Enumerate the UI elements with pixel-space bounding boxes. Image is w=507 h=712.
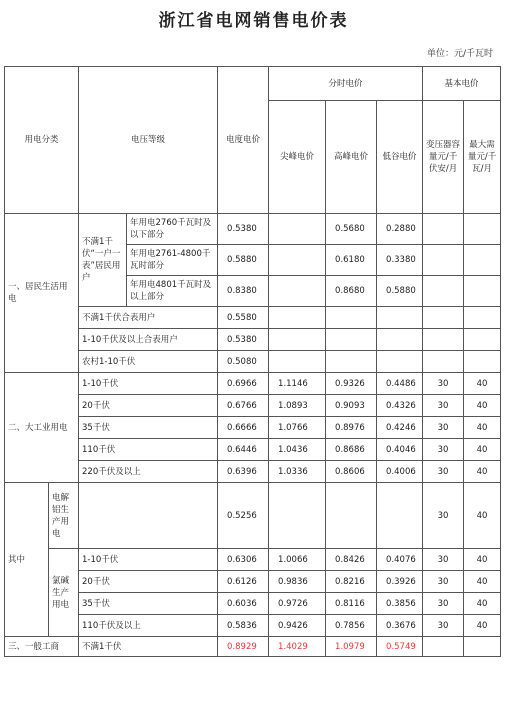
header-basic-group: 基本电价 — [423, 67, 501, 101]
sharp-price-cell: 0.9726 — [269, 593, 326, 615]
demand-cell: 40 — [464, 571, 501, 593]
valley-price-cell: 0.3380 — [377, 245, 423, 276]
peak-price-cell: 0.8426 — [326, 549, 377, 571]
sharp-price-cell — [269, 276, 326, 307]
valley-price-cell: 0.4076 — [377, 549, 423, 571]
valley-price-cell: 0.3676 — [377, 615, 423, 637]
valley-price-cell: 0.5880 — [377, 276, 423, 307]
capacity-cell: 30 — [423, 373, 464, 395]
header-max-demand: 最大需量元/千瓦/月 — [464, 101, 501, 214]
peak-price-cell: 0.8116 — [326, 593, 377, 615]
category-commercial: 三、一般工商 — [5, 637, 79, 657]
table-row — [5, 637, 501, 657]
voltage-cell: 110千伏及以上 — [79, 615, 218, 637]
sharp-price-cell: 1.1146 — [269, 373, 326, 395]
demand-cell — [464, 307, 501, 329]
sharp-price-cell — [269, 351, 326, 373]
voltage-cell — [79, 483, 218, 549]
voltage-cell: 20千伏 — [79, 571, 218, 593]
demand-cell — [464, 214, 501, 245]
table-row — [5, 351, 501, 373]
voltage-cell: 20千伏 — [79, 395, 218, 417]
energy-price-cell: 0.8380 — [218, 276, 269, 307]
capacity-cell — [423, 307, 464, 329]
valley-price-cell — [377, 307, 423, 329]
valley-price-cell: 0.4006 — [377, 461, 423, 483]
valley-price-cell: 0.3926 — [377, 571, 423, 593]
energy-price-cell: 0.6666 — [218, 417, 269, 439]
peak-price-cell: 0.8216 — [326, 571, 377, 593]
table-row — [5, 329, 501, 351]
table-row — [5, 214, 501, 245]
header-category: 用电分类 — [5, 67, 79, 214]
voltage-cell: 年用电2761-4800千瓦时部分 — [127, 245, 218, 276]
header-transformer-capacity: 变压器容量元/千伏安/月 — [423, 101, 464, 214]
capacity-cell: 30 — [423, 439, 464, 461]
table-row — [5, 307, 501, 329]
energy-price-cell: 0.6126 — [218, 571, 269, 593]
demand-cell: 40 — [464, 461, 501, 483]
table-row — [5, 395, 501, 417]
demand-cell — [464, 276, 501, 307]
table-row — [5, 483, 501, 549]
demand-cell — [464, 245, 501, 276]
voltage-cell: 年用电4801千瓦时及以上部分 — [127, 276, 218, 307]
sharp-price-cell — [269, 214, 326, 245]
page-title: 浙江省电网销售电价表 — [158, 11, 349, 31]
header-sharp-peak: 尖峰电价 — [269, 101, 326, 214]
voltage-cell: 35千伏 — [79, 593, 218, 615]
unit-label: 单位：元/千瓦时 — [426, 49, 493, 59]
capacity-cell — [423, 351, 464, 373]
chlor-alkali-label: 氯碱生产用电 — [49, 549, 79, 637]
peak-price-cell: 0.9093 — [326, 395, 377, 417]
voltage-cell: 220千伏及以上 — [79, 461, 218, 483]
peak-price-cell: 0.8606 — [326, 461, 377, 483]
capacity-cell: 30 — [423, 593, 464, 615]
sharp-price-cell: 1.0336 — [269, 461, 326, 483]
table-row — [5, 461, 501, 483]
demand-cell: 40 — [464, 417, 501, 439]
header-voltage: 电压等级 — [79, 67, 218, 214]
peak-price-cell: 0.7856 — [326, 615, 377, 637]
peak-price-cell: 0.9326 — [326, 373, 377, 395]
energy-price-cell: 0.5880 — [218, 245, 269, 276]
table-row — [5, 549, 501, 571]
valley-price-cell: 0.4246 — [377, 417, 423, 439]
capacity-cell — [423, 637, 464, 657]
table-row — [5, 615, 501, 637]
capacity-cell: 30 — [423, 549, 464, 571]
valley-price-cell — [377, 483, 423, 549]
sharp-price-cell: 1.0893 — [269, 395, 326, 417]
category-residential: 一、居民生活用电 — [5, 214, 79, 373]
peak-price-cell — [326, 307, 377, 329]
peak-price-cell: 0.8686 — [326, 439, 377, 461]
energy-price-cell: 0.6966 — [218, 373, 269, 395]
sharp-price-cell: 1.4029 — [269, 637, 326, 657]
demand-cell — [464, 329, 501, 351]
capacity-cell — [423, 214, 464, 245]
capacity-cell — [423, 329, 464, 351]
energy-price-cell: 0.6396 — [218, 461, 269, 483]
voltage-cell: 农村1-10千伏 — [79, 351, 218, 373]
energy-price-cell: 0.8929 — [218, 637, 269, 657]
peak-price-cell: 1.0979 — [326, 637, 377, 657]
voltage-cell: 不满1千伏 — [79, 637, 218, 657]
valley-price-cell: 0.5749 — [377, 637, 423, 657]
table-row — [5, 571, 501, 593]
capacity-cell: 30 — [423, 571, 464, 593]
energy-price-cell: 0.5380 — [218, 214, 269, 245]
sharp-price-cell: 1.0066 — [269, 549, 326, 571]
sharp-price-cell — [269, 245, 326, 276]
demand-cell: 40 — [464, 373, 501, 395]
voltage-cell: 不满1千伏合表用户 — [79, 307, 218, 329]
sharp-price-cell: 1.0436 — [269, 439, 326, 461]
table-row — [5, 593, 501, 615]
energy-price-cell: 0.6036 — [218, 593, 269, 615]
peak-price-cell — [326, 329, 377, 351]
demand-cell — [464, 637, 501, 657]
voltage-cell: 1-10千伏 — [79, 373, 218, 395]
residential-subgroup: 不满1千伏“一户一表”居民用户 — [79, 214, 127, 307]
peak-price-cell: 0.6180 — [326, 245, 377, 276]
demand-cell: 40 — [464, 439, 501, 461]
energy-price-cell: 0.5380 — [218, 329, 269, 351]
valley-price-cell: 0.4486 — [377, 373, 423, 395]
demand-cell: 40 — [464, 549, 501, 571]
energy-price-cell: 0.6446 — [218, 439, 269, 461]
header-energy-price: 电度电价 — [218, 67, 269, 214]
energy-price-cell: 0.5836 — [218, 615, 269, 637]
header-peak: 高峰电价 — [326, 101, 377, 214]
header-tou-group: 分时电价 — [269, 67, 423, 101]
voltage-cell: 年用电2760千瓦时及以下部分 — [127, 214, 218, 245]
capacity-cell: 30 — [423, 395, 464, 417]
capacity-cell: 30 — [423, 417, 464, 439]
category-special: 其中 — [5, 483, 49, 637]
valley-price-cell: 0.4046 — [377, 439, 423, 461]
sharp-price-cell — [269, 307, 326, 329]
demand-cell: 40 — [464, 395, 501, 417]
peak-price-cell: 0.8680 — [326, 276, 377, 307]
demand-cell — [464, 351, 501, 373]
demand-cell: 40 — [464, 615, 501, 637]
capacity-cell: 30 — [423, 615, 464, 637]
peak-price-cell: 0.8976 — [326, 417, 377, 439]
valley-price-cell: 0.4326 — [377, 395, 423, 417]
sharp-price-cell: 1.0766 — [269, 417, 326, 439]
peak-price-cell: 0.5680 — [326, 214, 377, 245]
valley-price-cell — [377, 351, 423, 373]
header-row — [5, 67, 501, 101]
sharp-price-cell — [269, 483, 326, 549]
table-row — [5, 439, 501, 461]
sharp-price-cell: 0.9426 — [269, 615, 326, 637]
energy-price-cell: 0.6766 — [218, 395, 269, 417]
capacity-cell: 30 — [423, 461, 464, 483]
price-table — [4, 66, 501, 657]
table-row — [5, 373, 501, 395]
demand-cell: 40 — [464, 483, 501, 549]
voltage-cell: 35千伏 — [79, 417, 218, 439]
capacity-cell — [423, 276, 464, 307]
capacity-cell — [423, 245, 464, 276]
sharp-price-cell — [269, 329, 326, 351]
header-valley: 低谷电价 — [377, 101, 423, 214]
peak-price-cell — [326, 483, 377, 549]
valley-price-cell: 0.3856 — [377, 593, 423, 615]
aluminum-label: 电解铝生产用电 — [49, 483, 79, 549]
voltage-cell: 110千伏 — [79, 439, 218, 461]
energy-price-cell: 0.6306 — [218, 549, 269, 571]
demand-cell: 40 — [464, 593, 501, 615]
voltage-cell: 1-10千伏 — [79, 549, 218, 571]
energy-price-cell: 0.5080 — [218, 351, 269, 373]
sharp-price-cell: 0.9836 — [269, 571, 326, 593]
table-row — [5, 417, 501, 439]
energy-price-cell: 0.5256 — [218, 483, 269, 549]
capacity-cell: 30 — [423, 483, 464, 549]
peak-price-cell — [326, 351, 377, 373]
valley-price-cell: 0.2880 — [377, 214, 423, 245]
category-industrial: 二、大工业用电 — [5, 373, 79, 483]
voltage-cell: 1-10千伏及以上合表用户 — [79, 329, 218, 351]
valley-price-cell — [377, 329, 423, 351]
energy-price-cell: 0.5580 — [218, 307, 269, 329]
